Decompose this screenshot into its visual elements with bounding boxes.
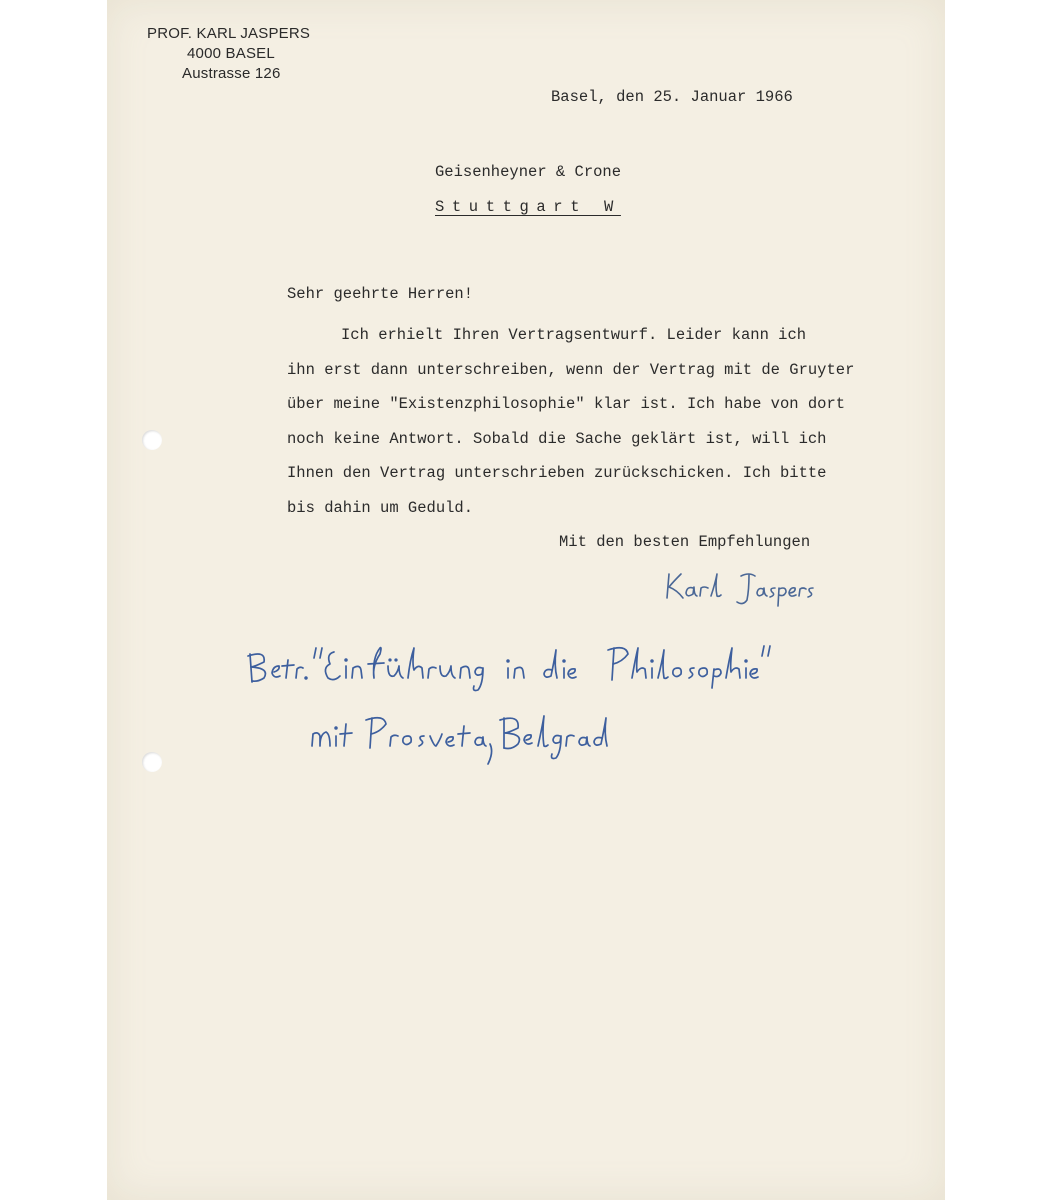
- body-line: bis dahin um Geduld.: [287, 498, 474, 517]
- handwritten-note: [242, 636, 882, 776]
- punch-hole-top: [142, 430, 162, 450]
- letter-body: [287, 318, 854, 525]
- body-line: noch keine Antwort. Sobald die Sache geklärt ist, will ich: [287, 429, 827, 448]
- body-line: Ihnen den Vertrag unterschrieben zurückschicken. Ich bitte: [287, 464, 827, 482]
- salutation: Sehr geehrte Herren!: [287, 285, 474, 303]
- letterhead: [147, 24, 310, 84]
- body-line: über meine "Existenzphilosophie" klar ist. Ich habe von dort: [287, 395, 846, 413]
- letterhead-name: PROF. KARL JASPERS: [147, 25, 311, 42]
- closing: Mit den besten Empfehlungen: [559, 533, 811, 551]
- date-line: Basel, den 25. Januar 1966: [551, 88, 793, 106]
- letterhead-city: 4000 BASEL: [187, 45, 275, 62]
- body-line: ihn erst dann unterschreiben, wenn der Vertrag mit de Gruyter: [287, 360, 855, 379]
- body-line: Ich erhielt Ihren Vertragsentwurf. Leider kann ich: [341, 326, 807, 344]
- handwritten-signature: [663, 562, 843, 612]
- letterhead-street: Austrasse 126: [182, 65, 281, 82]
- punch-hole-bottom: [142, 752, 162, 772]
- letter-sheet: [107, 0, 945, 1200]
- recipient-city: Stuttgart W: [435, 198, 621, 216]
- recipient-name: Geisenheyner & Crone: [435, 163, 622, 181]
